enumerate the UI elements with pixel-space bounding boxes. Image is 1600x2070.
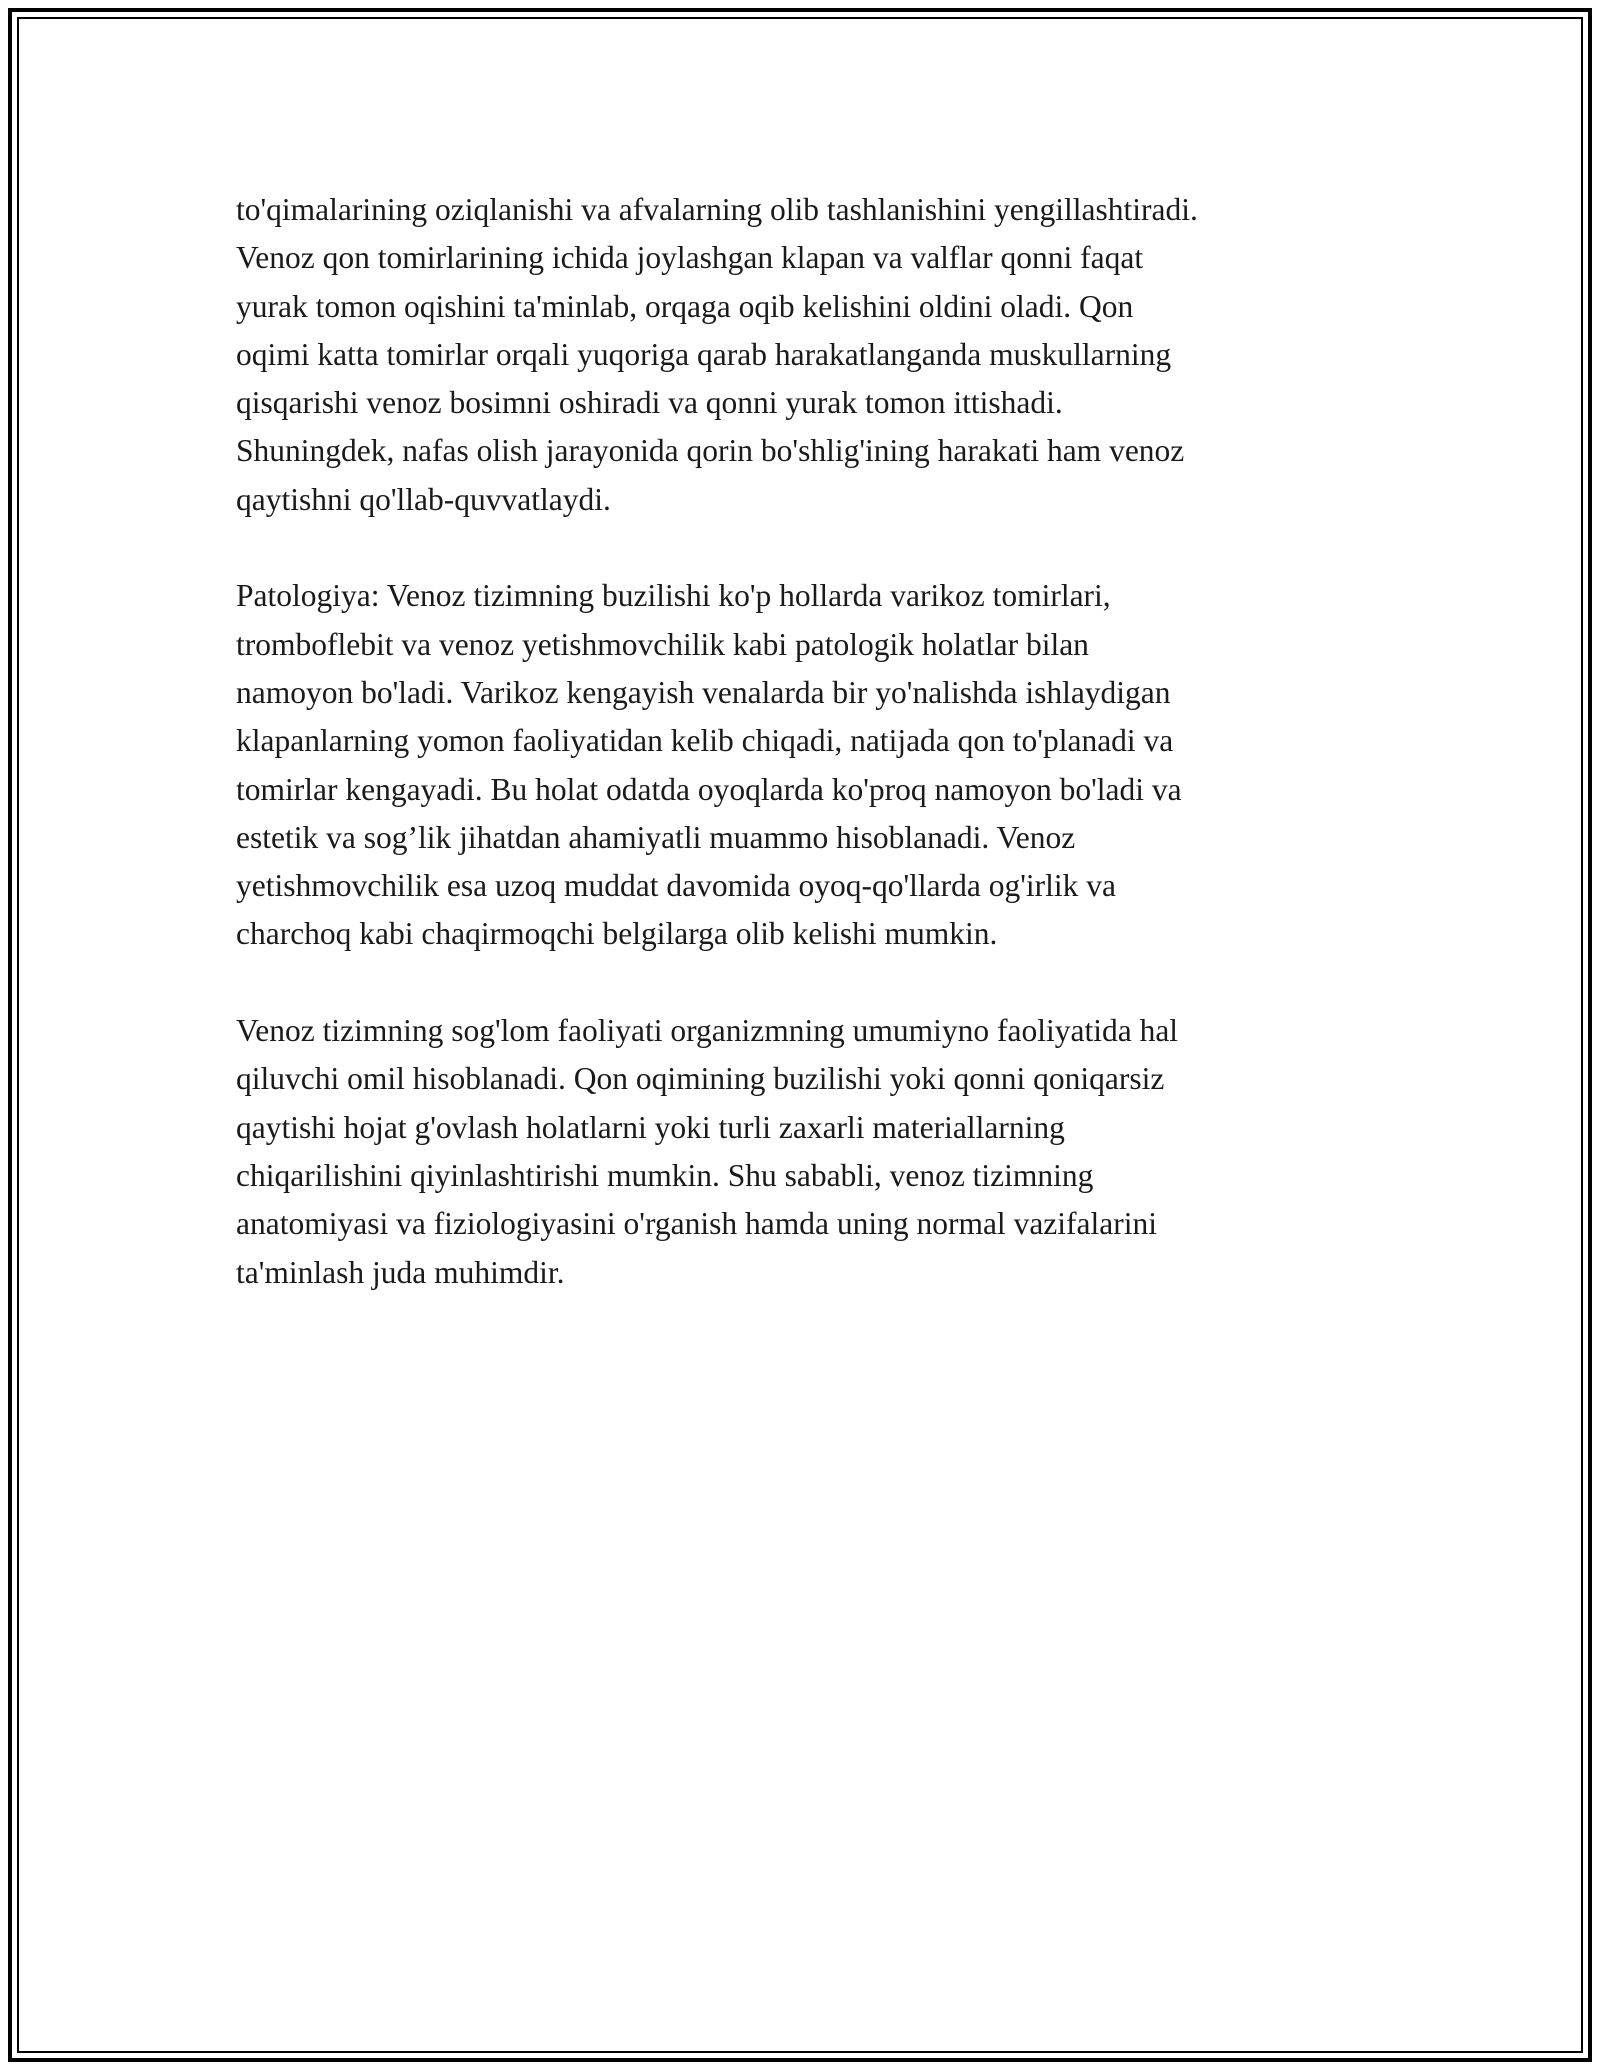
text-line: Venoz tizimning sog'lom faoliyati organizmning umumiyno faoliyatida hal — [236, 1013, 1179, 1049]
text-line: to'qimalarining oziqlanishi va afvalarning olib tashlanishini yengillashtiradi. — [236, 192, 1198, 227]
text-line: namoyon bo'ladi. Varikoz kengayish venalarda bir yo'nalishda ishlaydigan — [236, 674, 1171, 710]
text-line: tomirlar kengayadi. Bu holat odatda oyoqlarda ko'proq namoyon bo'ladi va — [236, 771, 1182, 807]
text-line: qiluvchi omil hisoblanadi. Qon oqimining buzilishi yoki qonni qoniqarsiz — [236, 1061, 1165, 1097]
text-line: qaytishni qo'llab-quvvatlaydi. — [236, 481, 611, 517]
text-line: oqimi katta tomirlar orqali yuqoriga qarab harakatlanganda muskullarning — [236, 336, 1172, 372]
text-line: Patologiya: Venoz tizimning buzilishi ko'p hollarda varikoz tomirlari, — [236, 578, 1111, 614]
text-line: charchoq kabi chaqirmoqchi belgilarga olib kelishi mumkin. — [236, 916, 998, 952]
text-line: Venoz qon tomirlarining ichida joylashgan klapan va valflar qonni faqat — [236, 240, 1144, 276]
text-line: yetishmovchilik esa uzoq muddat davomida oyoq-qo'llarda og'irlik va — [236, 868, 1117, 904]
text-line: yurak tomon oqishini ta'minlab, orqaga oqib kelishini oldini oladi. Qon — [236, 288, 1134, 324]
paragraph-conclusion — [236, 1007, 1376, 1297]
text-line: klapanlarning yomon faoliyatidan kelib chiqadi, natijada qon to'planadi va — [236, 723, 1174, 759]
text-line: tromboflebit va venoz yetishmovchilik kabi patologik holatlar bilan — [236, 626, 1089, 662]
text-line: chiqarilishini qiyinlashtirishi mumkin. Shu sababli, venoz tizimning — [236, 1157, 1094, 1193]
text-line: qisqarishi venoz bosimni oshiradi va qonni yurak tomon ittishadi. — [236, 385, 1063, 421]
text-line: ta'minlash juda muhimdir. — [236, 1254, 565, 1290]
text-line: anatomiyasi va fiziologiyasini o'rganish hamda uning normal vazifalarini — [236, 1206, 1157, 1242]
text-line: Shuningdek, nafas olish jarayonida qorin bo'shlig'ining harakati ham venoz — [236, 433, 1185, 469]
paragraph-venous-return — [236, 186, 1376, 524]
text-line: estetik va sog’lik jihatdan ahamiyatli muammo hisoblanadi. Venoz — [236, 819, 1076, 855]
paragraph-pathology — [236, 572, 1376, 958]
document-body — [236, 186, 1376, 1345]
text-line: qaytishi hojat g'ovlash holatlarni yoki turli zaxarli materiallarning — [236, 1109, 1065, 1145]
